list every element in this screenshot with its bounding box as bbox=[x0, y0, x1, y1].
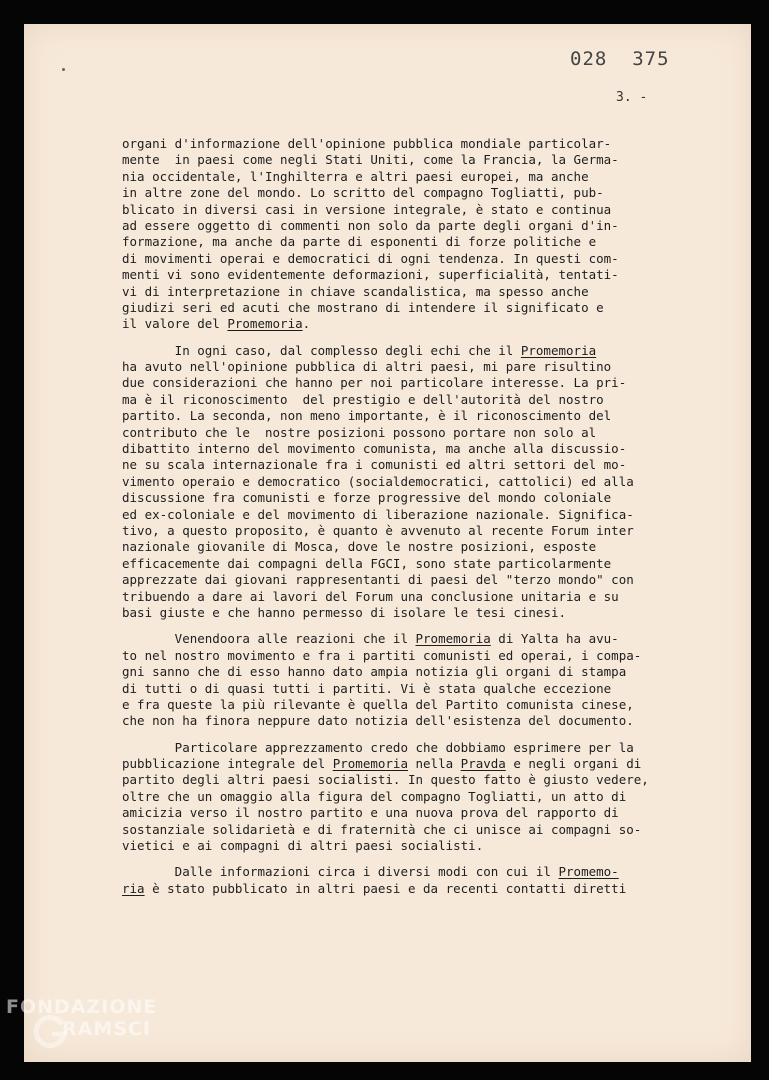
underlined-title: Promemoria bbox=[520, 342, 597, 358]
text-line bbox=[122, 664, 737, 680]
text-segment: formazione, ma anche da parte di esponenti di forze politiche e bbox=[122, 234, 597, 250]
text-segment: tribuendo a dare ai lavori del Forum una conclusione unitaria e su bbox=[122, 588, 619, 604]
text-line bbox=[122, 202, 737, 218]
text-segment: tivo, a questo proposito, è quanto è avvenuto al recente Forum inter bbox=[122, 522, 634, 538]
underlined-title: Promemoria bbox=[332, 756, 408, 772]
text-segment: è stato pubblicato in altri paesi e da recenti contatti diretti bbox=[144, 880, 627, 896]
underlined-title: Pravda bbox=[460, 756, 506, 772]
text-segment: giudizi seri ed acuti che mostrano di intendere il significato e bbox=[122, 299, 604, 315]
text-line bbox=[122, 631, 737, 647]
text-line bbox=[122, 267, 737, 283]
text-segment: organi d'informazione dell'opinione pubblica mondiale particolar- bbox=[122, 136, 612, 151]
text-segment: basi giuste e che hanno permesso di isolare le tesi cinesi. bbox=[122, 604, 567, 620]
text-segment: ma è il riconoscimento del prestigio e dell'autorità del nostro bbox=[122, 391, 604, 407]
watermark-line-2: RAMSCI bbox=[62, 1018, 151, 1040]
paragraph-gap bbox=[122, 854, 737, 864]
text-segment: in altre zone del mondo. Lo scritto del compagno Togliatti, pub- bbox=[122, 185, 604, 201]
text-segment: sostanziale solidarietà e di fraternità che ci unisce ai compagni so- bbox=[122, 821, 642, 837]
text-line bbox=[122, 300, 737, 316]
text-line bbox=[122, 589, 737, 605]
underlined-title: ria bbox=[122, 880, 145, 896]
document-body bbox=[122, 136, 737, 897]
text-line bbox=[122, 251, 737, 267]
text-line bbox=[122, 425, 737, 441]
text-line bbox=[122, 375, 737, 391]
text-segment: blicato in diversi casi in versione integrale, è stato e continua bbox=[122, 201, 612, 217]
text-line bbox=[122, 441, 737, 457]
text-segment: to nel nostro movimento e fra i partiti comunisti ed operai, i compa- bbox=[122, 647, 642, 663]
text-line bbox=[122, 185, 737, 201]
text-segment: Dalle informazioni circa i diversi modi con cui il bbox=[122, 864, 559, 880]
text-line bbox=[122, 681, 737, 697]
text-segment: discussione fra comunisti e forze progressive del mondo coloniale bbox=[122, 490, 612, 506]
text-line bbox=[122, 284, 737, 300]
underlined-title: Promemo- bbox=[558, 864, 619, 880]
document-page bbox=[24, 24, 751, 1062]
text-segment: ed ex-coloniale e del movimento di liberazione nazionale. Significa- bbox=[122, 506, 634, 522]
text-segment: ne su scala internazionale fra i comunisti ed altri settori del mo- bbox=[122, 457, 627, 473]
paragraph-gap bbox=[122, 730, 737, 740]
text-segment: gni sanno che di esso hanno dato ampia notizia gli organi di stampa bbox=[122, 664, 627, 680]
text-segment: nazionale giovanile di Mosca, dove le nostre posizioni, esposte bbox=[122, 539, 597, 555]
text-line bbox=[122, 556, 737, 572]
text-line bbox=[122, 648, 737, 664]
paragraph-gap bbox=[122, 621, 737, 631]
text-segment: di tutti o di quasi tutti i partiti. Vi è stata qualche eccezione bbox=[122, 680, 612, 696]
text-line bbox=[122, 539, 737, 555]
text-line bbox=[122, 359, 737, 375]
text-segment: che non ha finora neppure dato notizia dell'esistenza del documento. bbox=[122, 713, 634, 729]
text-line bbox=[122, 864, 737, 880]
paragraph-gap bbox=[122, 333, 737, 343]
text-segment: vimento operaio e democratico (socialdemocratici, cattolici) ed alla bbox=[122, 473, 634, 489]
watermark-line-1: FONDAZIONE bbox=[6, 996, 158, 1018]
text-line bbox=[122, 343, 737, 359]
text-segment: partito. La seconda, non meno importante, è il riconoscimento del bbox=[122, 408, 612, 424]
text-line bbox=[122, 713, 737, 729]
underlined-title: Promemoria bbox=[227, 316, 303, 332]
text-line bbox=[122, 572, 737, 588]
text-line bbox=[122, 772, 737, 788]
text-segment: Venendoora alle reazioni che il bbox=[122, 631, 416, 647]
text-line bbox=[122, 152, 737, 168]
text-line bbox=[122, 136, 737, 152]
text-segment: mente in paesi come negli Stati Uniti, come la Francia, la Germa- bbox=[122, 152, 619, 168]
text-segment: e fra queste la più rilevante è quella del Partito comunista cinese, bbox=[122, 696, 634, 712]
text-segment: ha avuto nell'opinione pubblica di altri paesi, mi pare risultino bbox=[122, 359, 612, 375]
archive-number: 028 375 bbox=[570, 48, 670, 70]
text-line bbox=[122, 169, 737, 185]
text-line bbox=[122, 457, 737, 473]
text-line bbox=[122, 697, 737, 713]
text-line bbox=[122, 523, 737, 539]
text-line bbox=[122, 740, 737, 756]
underlined-title: Promemoria bbox=[415, 631, 491, 647]
text-line bbox=[122, 507, 737, 523]
text-segment: . bbox=[302, 316, 311, 332]
text-segment: efficacemente dai compagni della FGCI, sono state particolarmente bbox=[122, 555, 612, 571]
text-line bbox=[122, 822, 737, 838]
text-line bbox=[122, 756, 737, 772]
text-line bbox=[122, 789, 737, 805]
text-segment: In ogni caso, dal complesso degli echi che il bbox=[122, 342, 521, 358]
text-segment: e negli organi di bbox=[505, 756, 642, 772]
text-segment: nia occidentale, l'Inghilterra e altri paesi europei, ma anche bbox=[122, 168, 589, 184]
text-segment: Particolare apprezzamento credo che dobbiamo esprimere per la bbox=[122, 739, 634, 755]
text-line bbox=[122, 805, 737, 821]
ink-dot bbox=[62, 68, 65, 71]
text-segment: contributo che le nostre posizioni possono portare non solo al bbox=[122, 424, 597, 440]
text-line bbox=[122, 605, 737, 621]
text-line bbox=[122, 838, 737, 854]
text-segment: due considerazioni che hanno per noi particolare interesse. La pri- bbox=[122, 375, 627, 391]
text-line bbox=[122, 490, 737, 506]
text-segment: vi di interpretazione in chiave scandalistica, ma spesso anche bbox=[122, 283, 589, 299]
text-segment: vietici e ai compagni di altri paesi socialisti. bbox=[122, 838, 484, 854]
fondazione-gramsci-watermark bbox=[2, 994, 202, 1078]
text-line bbox=[122, 408, 737, 424]
page-number: 3. - bbox=[616, 90, 648, 105]
text-segment: partito degli altri paesi socialisti. In questo fatto è giusto vedere, bbox=[122, 772, 649, 788]
text-line bbox=[122, 474, 737, 490]
text-line bbox=[122, 316, 737, 332]
text-segment: di Yalta ha avu- bbox=[490, 631, 619, 647]
text-segment: il valore del bbox=[122, 316, 228, 332]
text-line bbox=[122, 234, 737, 250]
text-segment: ad essere oggetto di commenti non solo da parte degli organi d'in- bbox=[122, 217, 619, 233]
text-line bbox=[122, 881, 737, 897]
text-line bbox=[122, 392, 737, 408]
text-segment: apprezzate dai giovani rappresentanti di paesi del "terzo mondo" con bbox=[122, 572, 634, 588]
text-segment: pubblicazione integrale del bbox=[122, 756, 333, 772]
text-segment: menti vi sono evidentemente deformazioni, superficialità, tentati- bbox=[122, 267, 619, 283]
text-segment: amicizia verso il nostro partito e una nuova prova del rapporto di bbox=[122, 805, 619, 821]
text-segment: oltre che un omaggio alla figura del compagno Togliatti, un atto di bbox=[122, 788, 627, 804]
text-segment: nella bbox=[407, 756, 461, 772]
text-line bbox=[122, 218, 737, 234]
text-segment: di movimenti operai e democratici di ogni tendenza. In questi com- bbox=[122, 250, 619, 266]
text-segment: dibattito interno del movimento comunista, ma anche alla discussio- bbox=[122, 441, 627, 457]
